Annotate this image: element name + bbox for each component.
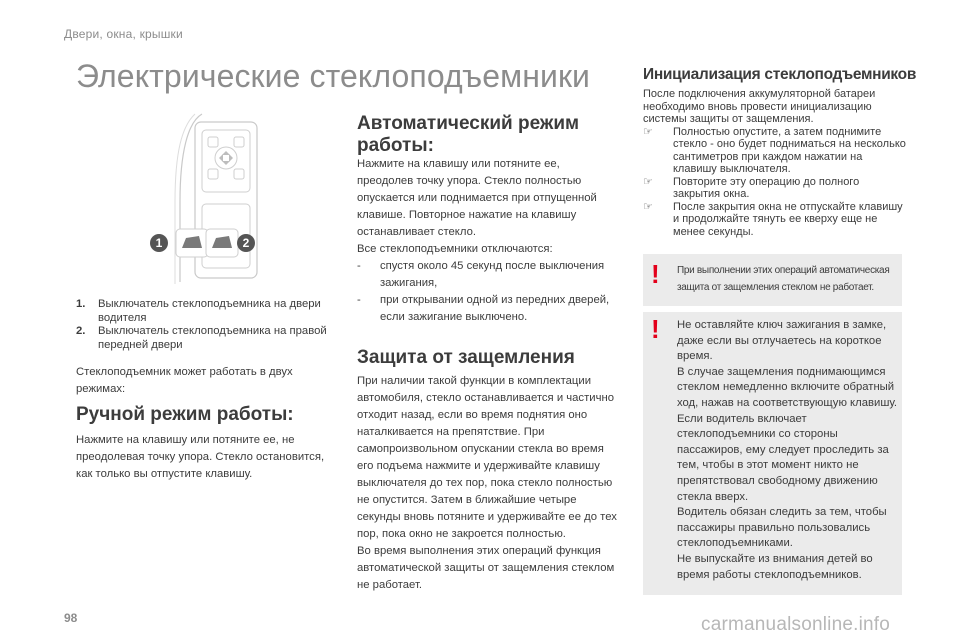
list-item [643,176,908,201]
door-switch-illustration [140,112,270,292]
init-intro: После подключения аккумуляторной батареи необходимо вновь провести инициализацию системы защиты от защемления. [643,88,876,125]
init-section [643,88,908,238]
section-header: Двери, окна, крышки [64,27,183,41]
auto-mode-section [357,156,619,326]
list-item [643,201,908,239]
safety-warning-text [677,318,899,583]
figure-caption [76,298,331,352]
callout-2-label: 2 [242,236,250,250]
warning-paragraph: Водитель обязан следить за тем, чтобы пассажиры правильно пользовались стеклоподъемниками. [677,506,887,550]
caption-item [76,298,331,325]
warning-text: При выполнении этих операций автоматическая защита от защемления стеклом не работает. [677,265,890,293]
callout-2 [237,234,255,252]
warning-paragraph: Если водитель включает стеклоподъемники со стороны пассажиров, ему следует проследить за тем, чтобы в этот момент никто не препятствовал свободному движению стекла вверх. [677,412,889,503]
list-item-text: спустя около 45 секунд после выключения зажигания, [380,260,605,289]
list-item [643,126,908,176]
safety-warning-box [643,312,902,595]
watermark: carmanualsonline.info [701,614,891,635]
caption-text: Выключатель стеклоподъемника на правой передней двери [98,325,327,351]
step-text: После закрытия окна не отпускайте клавишу и продолжайте тянуть ее кверху еще не менее секунды. [673,200,903,238]
anti-pinch-heading: Защита от защемления [357,347,575,368]
page-title: Электрические стеклоподъемники [76,58,591,94]
warning-icon: ! [651,259,660,289]
list-item [357,258,619,292]
auto-mode-heading: Автоматический режим работы: [357,113,580,156]
manual-mode-heading: Ручной режим работы: [76,404,294,425]
auto-mode-text: Нажмите на клавишу или потяните ее, преодолев точку упора. Стекло полностью опускается или поднимается при отпущенной клавише. Повторное нажатие на клавишу останавливает стекло. [357,158,597,238]
caption-number: 1. [76,298,86,310]
warning-paragraph: Не оставляйте ключ зажигания в замке, даже если вы отлучаетесь на короткое время. [677,319,887,363]
warning-icon: ! [651,314,660,344]
list-item-text: при открывании одной из передних дверей, если зажигание выключено. [380,294,610,323]
warning-paragraph: Не выпускайте из внимания детей во время работы стеклоподъемников. [677,552,873,581]
caption-text: Выключатель стеклоподъемника на двери водителя [98,298,321,324]
caption-item [76,325,331,352]
list-dash: - [357,294,361,306]
step-text: Повторите эту операцию до полного закрытия окна. [673,175,860,200]
pointing-hand-icon: ☞ [643,175,653,188]
auto-disable-intro: Все стеклоподъемники отключаются: [357,243,553,255]
pointing-hand-icon: ☞ [643,200,653,213]
warning-box [643,254,902,306]
init-heading: Инициализация стеклоподъемников [643,66,917,83]
manual-mode-text: Нажмите на клавишу или потяните ее, не преодолевая точку упора. Стекло остановится, как только вы отпустите клавишу. [76,434,325,480]
list-dash: - [357,260,361,272]
page-number: 98 [64,611,78,625]
anti-pinch-note: Во время выполнения этих операций функция автоматической защиты от защемления стеклом не работает. [357,545,615,591]
anti-pinch-text: При наличии такой функции в комплектации автомобиля, стекло останавливается и частично отходит назад, если во время поднятия оно наталкивается на препятствие. При самопроизвольном опускании стекла во время его подъема нажмите и удерживайте клавишу выключателя до тех пор, пока стекло полностью не опустится. Затем в ближайшие четыре секунды вновь потяните и удерживайте ее до тех пор, пока окно не закроется полностью. [357,375,617,540]
list-item [357,292,619,326]
step-text: Полностью опустите, а затем поднимите стекло - оно будет подниматься на несколько сантиметров при каждом нажатии на клавишу выключателя. [673,125,906,175]
door-switch-drawing [140,112,270,292]
warning-paragraph: В случае защемления поднимающимся стеклом немедленно включите обратный ход, нажав на соответствующую клавишу. [677,365,898,409]
pointing-hand-icon: ☞ [643,125,653,138]
callout-1-label: 1 [155,236,163,250]
modes-intro: Стеклоподъемник может работать в двух режимах: [76,366,293,395]
anti-pinch-section [357,373,619,594]
callout-1 [150,234,168,252]
caption-number: 2. [76,325,86,337]
